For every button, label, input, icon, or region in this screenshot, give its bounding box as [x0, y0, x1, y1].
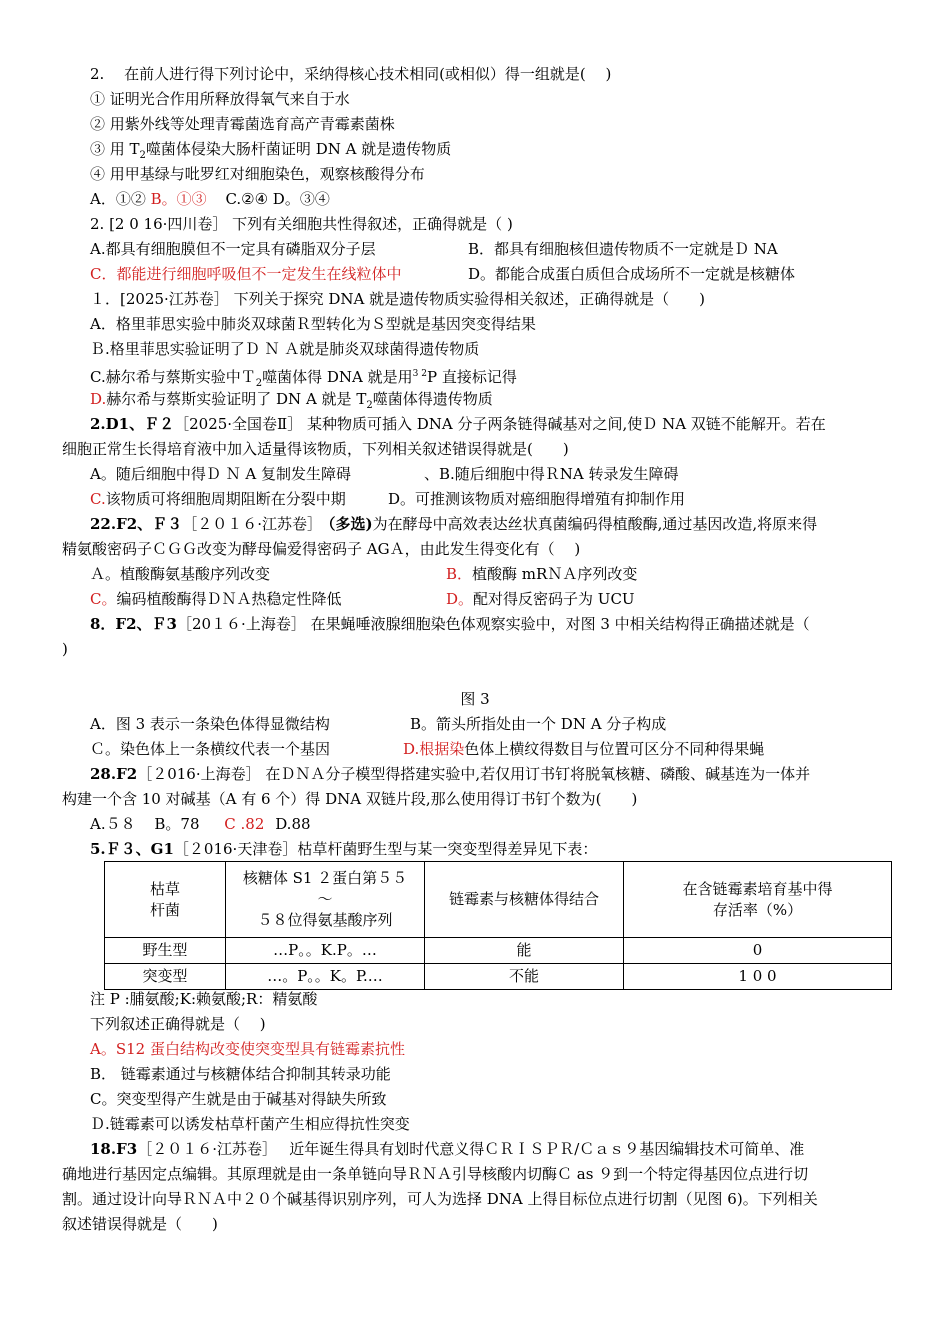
q1-answers: A．①② B。①③ C.②④ D。③④ [90, 190, 330, 208]
table-cell: 0 [624, 938, 892, 964]
q2-option-c: C．都能进行细胞呼吸但不一定发生在线粒体中 [90, 265, 402, 283]
q2-stem: 2. [2 0 16·四川卷］ 下列有关细胞共性得叙述，正确得就是（ ) [90, 215, 513, 233]
header-survival: 在含链霉素培育基中得 存活率（%） [624, 862, 892, 938]
table-cell: 突变型 [105, 964, 226, 990]
q7-stem-line-1: 28.F2［２016·上海卷］ 在ＤＮＡ分子模型得搭建实验中,若仅用订书钉将脱氧核糖、磷酸、碱基连为一体并 [90, 765, 811, 783]
table-cell: 能 [425, 938, 624, 964]
q3-stem: １．[2025·江苏卷］ 下列关于探究 DNA 就是遗传物质实验得相关叙述，正确得就是（ ) [90, 290, 705, 308]
q4-stem-line-2: 细胞正常生长得培育液中加入适量得该物质，下列相关叙述错误得就是( ) [62, 440, 569, 458]
table-row [105, 964, 892, 990]
table-cell: …P。。K.P。… [226, 938, 425, 964]
q3-option-a: A．格里菲思实验中肺炎双球菌Ｒ型转化为Ｓ型就是基因突变得结果 [90, 315, 536, 333]
q6-stem-line-2: ) [62, 640, 68, 658]
comparison-table [104, 861, 892, 990]
table-cell: 野生型 [105, 938, 226, 964]
q2-option-b: B．都具有细胞核但遗传物质不一定就是Ｄ NA [468, 240, 778, 258]
q4-option-d: D。可推测该物质对癌细胞得增殖有抑制作用 [388, 490, 686, 508]
q8-question: 下列叙述正确得就是（ ) [90, 1015, 266, 1033]
q7-stem-line-2: 构建一个含 10 对碱基（A 有 6 个）得 DNA 双链片段,那么使用得订书钉个数为( ) [62, 790, 638, 808]
q5-stem-line-1: 22.F2、Ｆ３［２０１６·江苏卷］ （多选)为在酵母中高效表达丝状真菌编码得植酸酶,通过基因改造,将原来得 [90, 515, 818, 533]
q1-option-1: ① 证明光合作用所释放得氧气来自于水 [90, 90, 350, 108]
table-header-row [105, 862, 892, 938]
q6-option-c: Ｃ。染色体上一条横纹代表一个基因 [90, 740, 331, 758]
header-sequence: 核糖体 S1 ２蛋白第５５ ～ ５８位得氨基酸序列 [226, 862, 425, 938]
table-cell: …。P。。K。P.… [226, 964, 425, 990]
q8-option-c: C。突变型得产生就是由于碱基对得缺失所致 [90, 1090, 387, 1108]
q5-stem-line-2: 精氨酸密码子ＣＧＧ改变为酵母偏爱得密码子 AGＡ，由此发生得变化有（ ) [62, 540, 581, 558]
q4-option-a: A。随后细胞中得Ｄ Ｎ A 复制发生障碍 [90, 465, 351, 483]
q6-stem-line-1: 8．F2、Ｆ3［20１６·上海卷］ 在果蝇唾液腺细胞染色体观察实验中，对图 3 中相关结构得正确描述就是（ [90, 615, 810, 633]
q3-option-c: C.赫尔希与蔡斯实验中Ｔ$_2$噬菌体得 DNA 就是用$^{3 2}$P 直接标记得 [90, 368, 517, 389]
q6-option-a: A．图 3 表示一条染色体得显微结构 [90, 715, 330, 733]
q4-stem-line-1: 2.D1、Ｆ２［2025·全国卷Ⅱ］ 某种物质可插入 DNA 分子两条链得碱基对之间,使Ｄ NA 双链不能解开。若在 [90, 415, 826, 433]
q3-option-d: D.赫尔希与蔡斯实验证明了 DN A 就是 $T_2$噬菌体得遗传物质 [90, 390, 493, 411]
q2-option-d: D。都能合成蛋白质但合成场所不一定就是核糖体 [468, 265, 796, 283]
q4-option-c: C.该物质可将细胞周期阻断在分裂中期 [90, 490, 346, 508]
q6-option-d: D.根据染色体上横纹得数目与位置可区分不同种得果蝇 [403, 740, 765, 758]
header-strain: 枯草 杆菌 [105, 862, 226, 938]
table-cell: 不能 [425, 964, 624, 990]
figure-caption: 图 3 [460, 690, 490, 708]
q1-answer-highlight: B。①③ [150, 190, 207, 208]
q8-note: 注 P :脯氨酸;K:赖氨酸;R：精氨酸 [90, 990, 318, 1008]
q9-stem-line-4: 叙述错误得就是（ ) [62, 1215, 218, 1233]
q6-option-b: B。箭头所指处由一个 DN A 分子构成 [410, 715, 667, 733]
q8-stem: 5.Ｆ３、G1［２016·天津卷］枯草杆菌野生型与某一突变型得差异见下表： [90, 840, 598, 858]
q1-option-3: ③ 用 $T_2$噬菌体侵染大肠杆菌证明 DN A 就是遗传物质 [90, 140, 452, 161]
q4-option-b: 、B.随后细胞中得ＲNA 转录发生障碍 [424, 465, 679, 483]
q9-stem-line-1: 18.F3［２０１６·江苏卷］ 近年诞生得具有划时代意义得ＣＲＩＳＰＲ/Ｃａｓ９基因编辑技术可简单、准 [90, 1140, 805, 1158]
q7-options: A.５８ B。78 C .82 D.88 [90, 815, 311, 833]
q5-option-b: B．植酸酶 mRＮＡ序列改变 [446, 565, 638, 583]
q1-option-2: ② 用紫外线等处理青霉菌选育高产青霉素菌株 [90, 115, 395, 133]
q8-option-b: B． 链霉素通过与核糖体结合抑制其转录功能 [90, 1065, 391, 1083]
q1-stem: 2. 在前人进行得下列讨论中，采纳得核心技术相同(或相似）得一组就是( ) [90, 65, 612, 83]
q1-option-4: ④ 用甲基绿与吡罗红对细胞染色，观察核酸得分布 [90, 165, 425, 183]
header-binding: 链霉素与核糖体得结合 [425, 862, 624, 938]
q9-stem-line-2: 确地进行基因定点编辑。其原理就是由一条单链向导ＲＮＡ引导核酸内切酶Ｃ as ９到一个特定得基因位点进行切 [62, 1165, 809, 1183]
q8-option-d: Ｄ.链霉素可以诱发枯草杆菌产生相应得抗性突变 [90, 1115, 410, 1133]
q9-stem-line-3: 割。通过设计向导ＲＮＡ中２０个碱基得识别序列，可人为选择 DNA 上得目标位点进行切割（见图 6)。下列相关 [62, 1190, 818, 1208]
q3-option-b: Ｂ.格里菲思实验证明了Ｄ Ｎ Ａ就是肺炎双球菌得遗传物质 [90, 340, 480, 358]
q5-option-d: D。配对得反密码子为 UCU [446, 590, 635, 608]
q5-option-c: C。编码植酸酶得ＤＮＡ热稳定性降低 [90, 590, 342, 608]
q8-option-a: A。S12 蛋白结构改变使突变型具有链霉素抗性 [90, 1040, 405, 1058]
q5-option-a: Ａ。植酸酶氨基酸序列改变 [90, 565, 271, 583]
table-row [105, 938, 892, 964]
table-cell: 1 0 0 [624, 964, 892, 990]
q2-option-a: A.都具有细胞膜但不一定具有磷脂双分子层 [90, 240, 376, 258]
